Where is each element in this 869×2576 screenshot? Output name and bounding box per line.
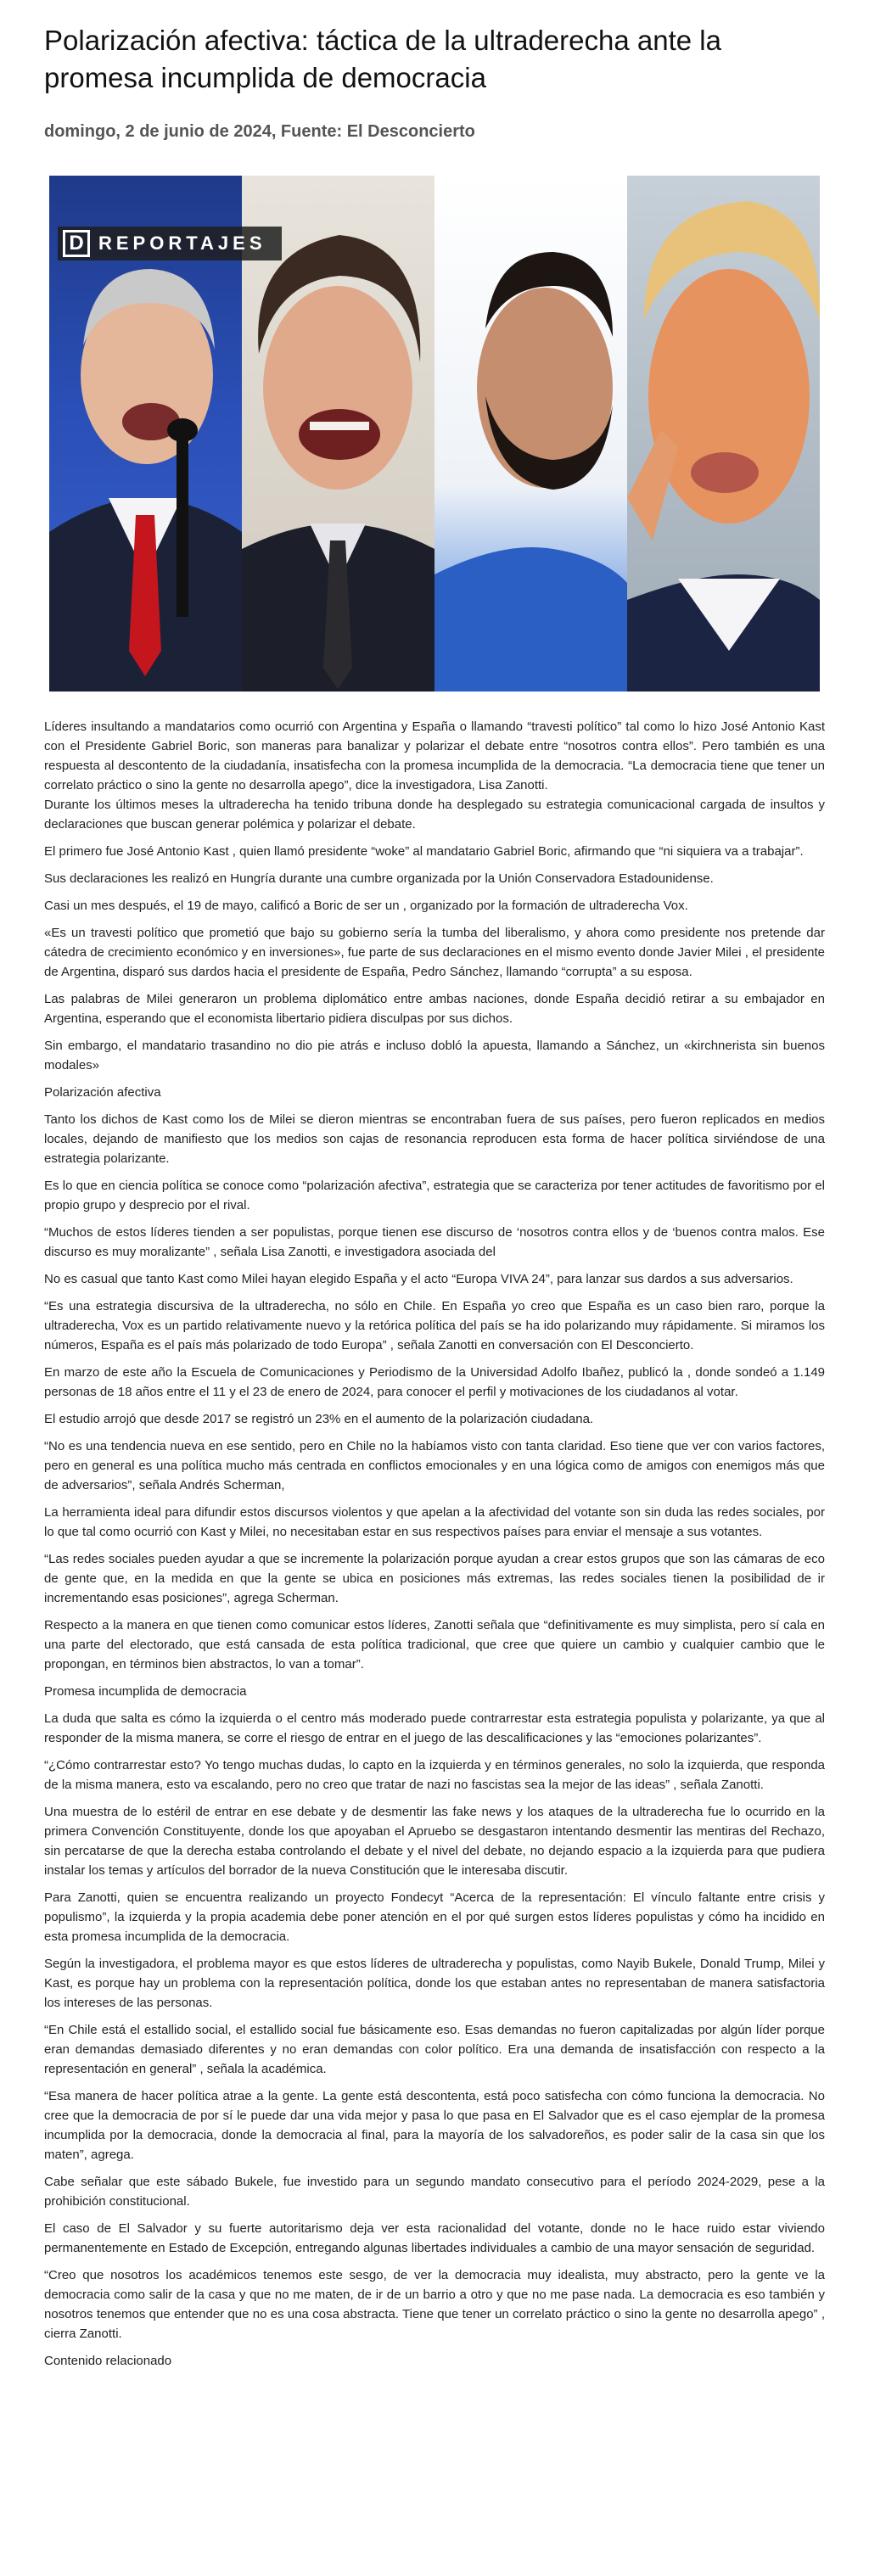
article-paragraph: “En Chile está el estallido social, el estallido social fue básicamente eso. Esas demandas no fueron capitalizadas por algún líder porque eran demandas demasiado diferentes y no eran demandas con color político. Era una demanda de insatisfacción con respecto a la representación en general” , señala la académica. xyxy=(44,2023,825,2076)
section-heading: Polarización afectiva xyxy=(44,1085,161,1100)
article-paragraph: “Esa manera de hacer política atrae a la gente. La gente está descontenta, está poco satisfecha con cómo funciona la democracia. No cree que la democracia de por sí le puede dar una vida mejor y pasa lo que pasa en El Salvador que es el caso ejemplar de la promesa incumplida por la democracia, donde la democracia al final, para la mayoría de los salvadoreños, es poder salir de la casa sin que los maten”, agrega. xyxy=(44,2089,825,2162)
desconcierto-logo-icon: D xyxy=(63,230,90,257)
article-paragraph: “¿Cómo contrarrestar esto? Yo tengo muchas dudas, lo capto en la izquierda y en términos generales, no solo la izquierda, que responda de la misma manera, esto va escalando, pero no creo que tratar de nazi no fascistas sea la mejor de las ideas” , señala Zanotti. xyxy=(44,1758,825,1792)
article-paragraph: Es lo que en ciencia política se conoce como “polarización afectiva”, estrategia que se caracteriza por tener actitudes de favoritismo por el propio grupo y desprecio por el rival. xyxy=(44,1179,825,1212)
portrait-4-icon xyxy=(627,176,820,692)
article-paragraph: El estudio arrojó que desde 2017 se registró un 23% en el aumento de la polarización ciudadana. xyxy=(44,1412,594,1426)
related-content-label: Contenido relacionado xyxy=(44,2354,172,2368)
article-paragraph: “Las redes sociales pueden ayudar a que se incremente la polarización porque ayudan a crear estos grupos que son las cámaras de eco de gente que, en la medida en que la gente se ubica en posiciones más extremas, las redes sociales tienen la posibilidad de ir incrementando esas posiciones”, agrega Scherman. xyxy=(44,1552,825,1605)
article-paragraph: Respecto a la manera en que tienen como comunicar estos líderes, Zanotti señala que “definitivamente es muy simplista, pero sí cala en una parte del electorado, que está cansada de esta política tradicional, que cree que quiere un cambio y cualquier cambio que le propongan, en términos bien abstractos, lo van a tomar”. xyxy=(44,1618,825,1672)
article-body xyxy=(44,717,825,2371)
article-byline: domingo, 2 de junio de 2024, Fuente: El Desconcierto xyxy=(44,122,475,141)
article-paragraph: “No es una tendencia nueva en ese sentido, pero en Chile no la habíamos visto con tanta claridad. Eso tiene que ver con varios factores, pero en general es una política mucho más centrada en conflictos emocionales y en una lógica como de amigos con enemigos más que de adversarios”, señala Andrés Scherman, xyxy=(44,1439,825,1492)
article-paragraph: “Muchos de estos líderes tienden a ser populistas, porque tienen ese discurso de ‘nosotros contra ellos y de ‘buenos contra malos. Ese discurso es muy moralizante” , señala Lisa Zanotti, e investigadora asociada del xyxy=(44,1225,825,1259)
article-paragraph: Para Zanotti, quien se encuentra realizando un proyecto Fondecyt “Acerca de la representación: El vínculo faltante entre crisis y populismo”, la izquierda y la propia academia debe poner atención en el por qué surgen estos líderes populistas y cómo ha incidido en esta promesa incumplida de la democracia. xyxy=(44,1890,825,1944)
article-paragraph: Tanto los dichos de Kast como los de Milei se dieron mientras se encontraban fuera de sus países, pero fueron replicados en medios locales, dejando de manifiesto que los medios son cajas de resonancia reproducen esta forma de hacer política sirviéndose de una estrategia polarizante. xyxy=(44,1112,825,1166)
article-paragraph: Cabe señalar que este sábado Bukele, fue investido para un segundo mandato consecutivo para el período 2024-2029, pese a la prohibición constitucional. xyxy=(44,2175,825,2209)
badge-label: REPORTAJES xyxy=(98,232,266,254)
article-paragraph: “Es una estrategia discursiva de la ultraderecha, no sólo en Chile. En España yo creo que España es un caso bien raro, porque la ultraderecha, Vox es un partido relativamente nuevo y la retórica política del país se ha ido polarizando muy rápidamente. Si miramos los números, España es el país más polarizado de todo Europa” , señala Zanotti en conversación con El Desconcierto. xyxy=(44,1299,825,1352)
article-paragraph: Sin embargo, el mandatario trasandino no dio pie atrás e incluso dobló la apuesta, llamando a Sánchez, un «kirchnerista sin buenos modales» xyxy=(44,1039,825,1072)
article-paragraph: «Es un travesti político que prometió que bajo su gobierno sería la tumba del liberalismo, y ahora como presidente nos pretende dar cátedra de crecimiento económico y en inversiones», fue parte de sus declaraciones en el mismo evento donde Javier Milei , el presidente de Argentina, disparó sus dardos hacia el presidente de España, Pedro Sánchez, llamando “corrupta” a su esposa. xyxy=(44,926,825,979)
article-paragraph: La herramienta ideal para difundir estos discursos violentos y que apelan a la afectividad del votante son sin duda las redes sociales, por lo que tal como ocurrió con Kast y Milei, no necesitaban estar en sus respectivos países para enviar el mensaje a sus votantes. xyxy=(44,1505,825,1539)
article-paragraph: “Creo que nosotros los académicos tenemos este sesgo, de ver la democracia muy idealista, muy abstracto, pero la gente ve la democracia como salir de la casa y que no me maten, de ir de un barrio a otro y que no me pase nada. La democracia es eso también y nosotros tenemos que entender que no es una cosa abstracta. Tiene que tener un correlato práctico o sino la gente no desarrolla apego” , cierra Zanotti. xyxy=(44,2268,825,2341)
article-paragraph: No es casual que tanto Kast como Milei hayan elegido España y el acto “Europa VIVA 24”, para lanzar sus dardos a sus adversarios. xyxy=(44,1272,793,1286)
article-paragraph: El primero fue José Antonio Kast , quien llamó presidente “woke” al mandatario Gabriel Boric, afirmando que “ni siquiera va a trabajar”. xyxy=(44,844,804,859)
article-paragraph: Sus declaraciones les realizó en Hungría durante una cumbre organizada por la Unión Conservadora Estadounidense. xyxy=(44,871,714,886)
reportajes-badge xyxy=(58,227,282,260)
portrait-3-icon xyxy=(434,176,627,692)
section-heading: Promesa incumplida de democracia xyxy=(44,1684,247,1699)
article-paragraph: Según la investigadora, el problema mayor es que estos líderes de ultraderecha y populistas, como Nayib Bukele, Donald Trump, Milei y Kast, es porque hay un problema con la representación política, donde los que estaban antes no representaban de manera satisfactoria los intereses de las personas. xyxy=(44,1957,825,2010)
article-paragraph: La duda que salta es cómo la izquierda o el centro más moderado puede contrarrestar esta estrategia populista y polarizante, ya que al responder de la misma manera, se corre el riesgo de entrar en el juego de las descalificaciones y las “emociones polarizantes”. xyxy=(44,1711,825,1745)
article-paragraph: Las palabras de Milei generaron un problema diplomático entre ambas naciones, donde España decidió retirar a su embajador en Argentina, esperando que el economista libertario pidiera disculpas por sus dichos. xyxy=(44,992,825,1026)
article-paragraph: Casi un mes después, el 19 de mayo, calificó a Boric de ser un , organizado por la formación de ultraderecha Vox. xyxy=(44,899,688,913)
article-paragraph: El caso de El Salvador y su fuerte autoritarismo deja ver esta racionalidad del votante, donde no le hace ruido estar viviendo permanentemente en Estado de Excepción, entregando algunas libertades individuales a cambio de una mayor sensación de seguridad. xyxy=(44,2221,825,2255)
portrait-panel-3 xyxy=(434,176,627,692)
hero-image xyxy=(49,176,820,692)
article-paragraph: En marzo de este año la Escuela de Comunicaciones y Periodismo de la Universidad Adolfo Ibañez, publicó la , donde sondeó a 1.149 personas de 18 años entre el 11 y el 23 de enero de 2024, para conocer el perfil y motivaciones de los ciudadanos al votar. xyxy=(44,1365,825,1399)
article-paragraph: Líderes insultando a mandatarios como ocurrió con Argentina y España o llamando “travesti político” tal como lo hizo José Antonio Kast con el Presidente Gabriel Boric, son maneras para banalizar y polarizar el debate entre “nosotros contra ellos”. Pero también es una respuesta al descontento de la ciudadanía, insatisfecha con la promesa incumplida de la democracia. “La democracia tiene que tener un correlato práctico o sino la gente no desarrolla apego”, dice la investigadora, Lisa Zanotti. xyxy=(44,720,825,792)
article-title: Polarización afectiva: táctica de la ultraderecha ante la promesa incumplida de democracia xyxy=(44,25,721,93)
article-paragraph: Una muestra de lo estéril de entrar en ese debate y de desmentir las fake news y los ataques de la ultraderecha fue lo ocurrido en la primera Convención Constituyente, donde los que apoyaban el Apruebo se desgastaron intentando desmentir las mentiras del Rechazo, sin percatarse de que la derecha estaba controlando el debate y el nivel del debate, no dejando espacio a la izquierda para que pudiera instalar los temas y artículos del borrador de la nueva Constitución que le interesaba discutir. xyxy=(44,1805,825,1878)
article-paragraph: Durante los últimos meses la ultraderecha ha tenido tribuna donde ha desplegado su estrategia comunicacional cargada de insultos y declaraciones que buscan generar polémica y polarizar el debate. xyxy=(44,798,825,832)
portrait-panel-4 xyxy=(627,176,820,692)
